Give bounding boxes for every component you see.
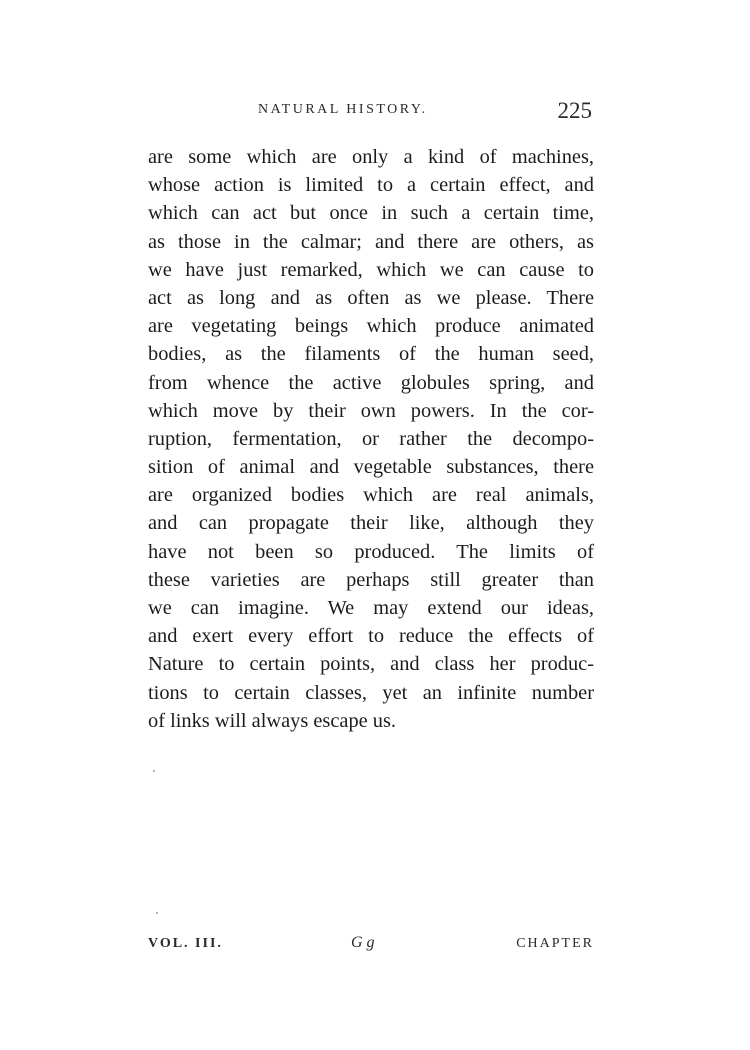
text-line: sition of animal and vegetable substances, there (148, 456, 594, 479)
page-number: 225 (557, 98, 592, 123)
text-line: we can imagine. We may extend our ideas, (148, 597, 594, 619)
text-line: bodies, as the filaments of the human seed, (148, 343, 594, 366)
text-line: act as long and as often as we please. There (148, 286, 594, 309)
text-line: tions to certain classes, yet an infinite number (148, 681, 594, 704)
text-line: we have just remarked, which we can cause to (148, 258, 594, 281)
text-line: these varieties are perhaps still greater than (148, 568, 594, 591)
text-line: which move by their own powers. In the cor- (148, 399, 594, 422)
text-line: which can act but once in such a certain time, (148, 202, 594, 225)
page-footer (148, 934, 594, 958)
text-line: are vegetating beings which produce animated (148, 315, 594, 338)
text-line: of links will always escape us. (148, 709, 397, 732)
text-line: and exert every effort to reduce the effects of (148, 625, 594, 648)
signature-mark: G g (351, 934, 375, 951)
ink-speck (153, 770, 155, 772)
text-line: from whence the active globules spring, and (148, 371, 594, 394)
text-line: are some which are only a kind of machines, (148, 146, 594, 168)
running-title: NATURAL HISTORY. (258, 102, 428, 117)
text-line: Nature to certain points, and class her produc- (148, 653, 594, 676)
text-line: and can propagate their like, although they (148, 512, 594, 535)
body-text (148, 143, 594, 735)
volume-mark: VOL. III. (148, 936, 223, 951)
text-line: as those in the calmar; and there are others, as (148, 230, 594, 253)
text-line: have not been so produced. The limits of (148, 540, 594, 563)
text-line: whose action is limited to a certain effect, and (148, 174, 594, 197)
ink-speck (156, 912, 158, 914)
catchword: CHAPTER (516, 936, 594, 951)
text-line: are organized bodies which are real animals, (148, 484, 594, 507)
text-line: ruption, fermentation, or rather the decompo- (148, 427, 594, 450)
running-head (148, 98, 592, 128)
